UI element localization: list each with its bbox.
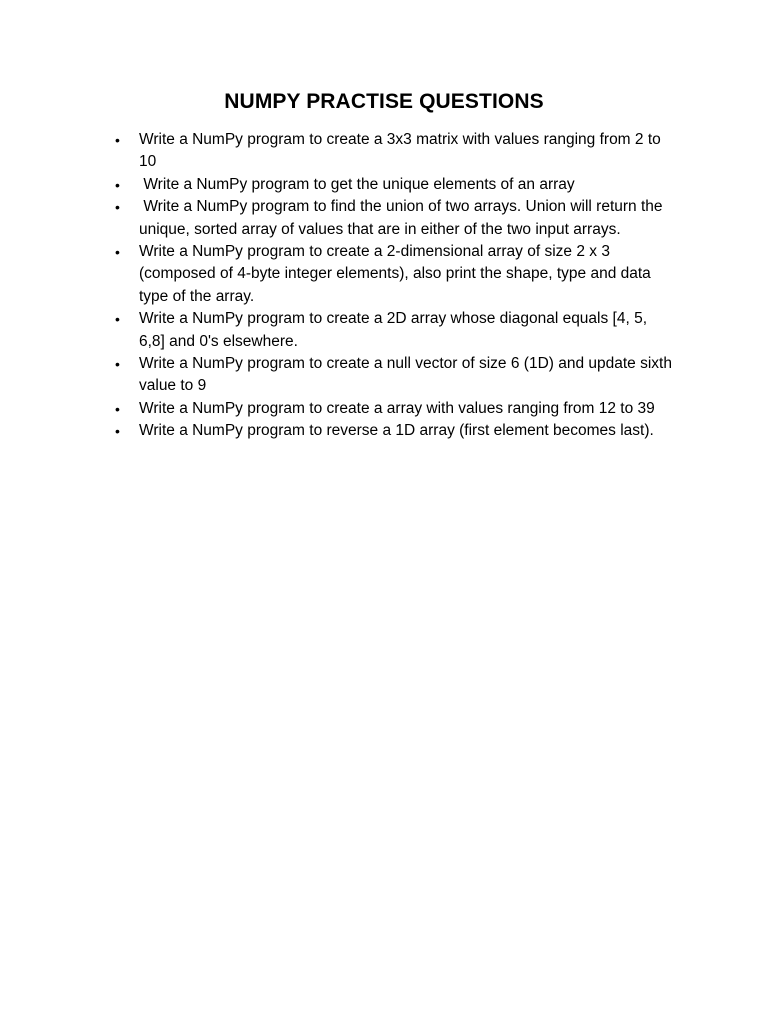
question-text: Write a NumPy program to create a 3x3 matrix with values ranging from 2 to 10: [139, 131, 666, 171]
bullet-icon: •: [115, 199, 120, 216]
bullet-icon: •: [115, 423, 120, 440]
bullet-icon: •: [115, 356, 120, 373]
bullet-icon: •: [115, 132, 120, 148]
list-item: [115, 398, 673, 420]
list-item: [115, 241, 673, 308]
bullet-icon: •: [115, 400, 120, 417]
bullet-icon: •: [115, 311, 120, 328]
list-item: [115, 174, 673, 196]
list-item: [115, 308, 673, 353]
bullet-icon: •: [115, 176, 120, 193]
list-item: [115, 420, 673, 442]
question-text: Write a NumPy program to find the union of two arrays. Union will return the unique, sorted array of values that are in either of the two input arrays.: [139, 198, 667, 238]
question-text: Write a NumPy program to create a array with values ranging from 12 to 39: [139, 399, 655, 417]
question-text: Write a NumPy program to reverse a 1D array (first element becomes last).: [139, 422, 654, 440]
list-item: [115, 196, 673, 241]
question-text: Write a NumPy program to get the unique elements of an array: [139, 175, 575, 193]
list-item: [115, 129, 673, 174]
question-text: Write a NumPy program to create a null vector of size 6 (1D) and update sixth value to 9: [139, 355, 677, 395]
bullet-icon: •: [115, 244, 120, 261]
page-title: NUMPY PRACTISE QUESTIONS: [224, 90, 544, 113]
question-list: [115, 129, 677, 443]
question-text: Write a NumPy program to create a 2-dimensional array of size 2 x 3 (composed of 4-byte integer elements), also print the shape, type and data type of the array.: [139, 243, 656, 305]
question-text: Write a NumPy program to create a 2D array whose diagonal equals [4, 5, 6,8] and 0's elsewhere.: [139, 310, 652, 350]
list-item: [115, 353, 677, 398]
